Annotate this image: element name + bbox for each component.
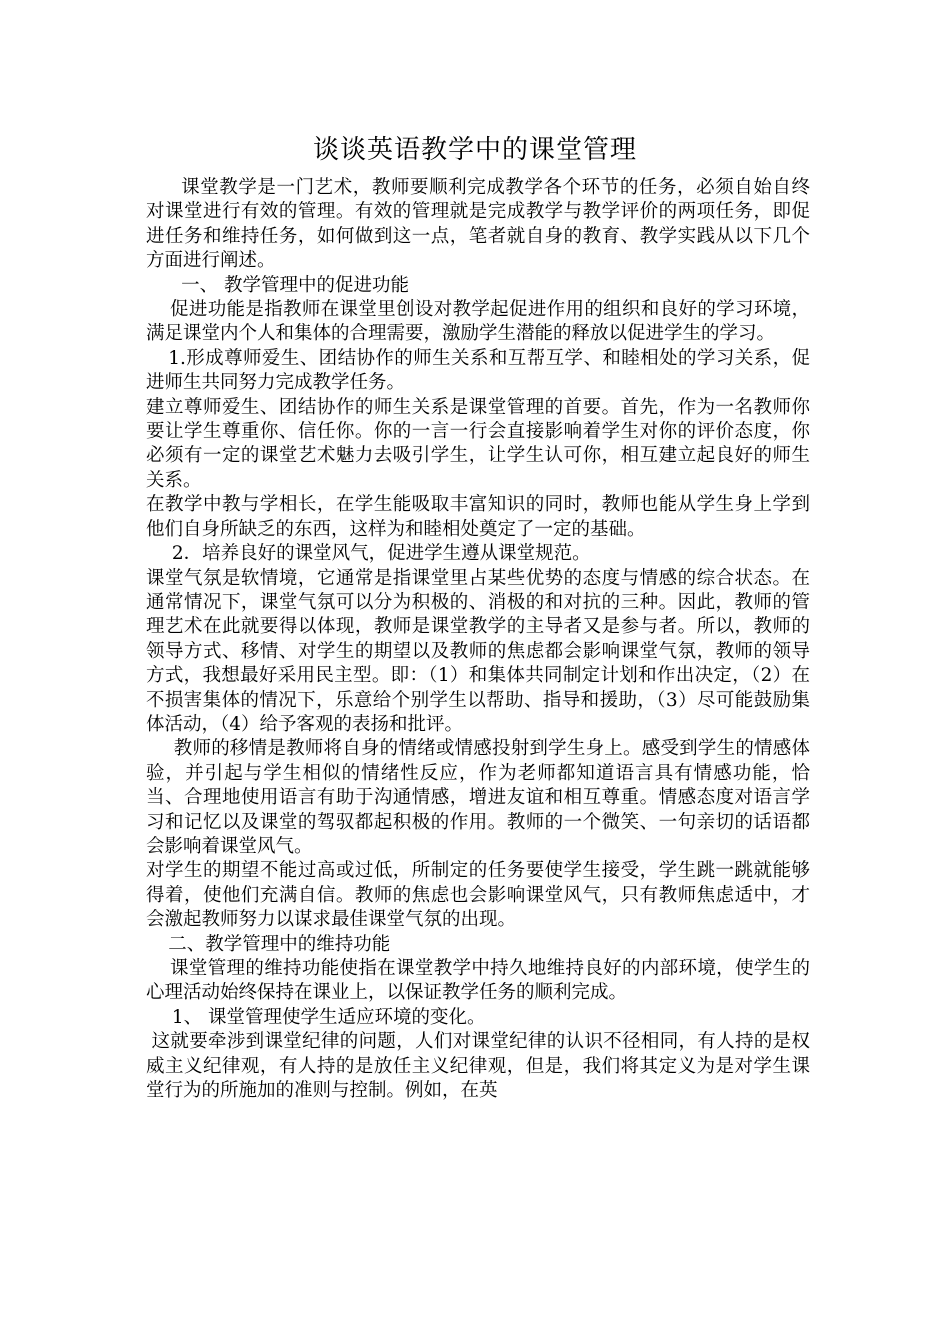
paragraph: 建立尊师爱生、团结协作的师生关系是课堂管理的首要。首先，作为一名教师你要让学生尊重你、信任你。你的一言一行会直接影响着学生对你的评价态度，你必须有一定的课堂艺术魅力去吸引学生，让学生认可你，相互建立起良好的师生关系。 bbox=[146, 396, 810, 491]
paragraph: 这就要牵涉到课堂纪律的问题，人们对课堂纪律的认识不径相同，有人持的是权威主义纪律观，有人持的是放任主义纪律观，但是，我们将其定义为是对学生课堂行为的所施加的准则与控制。例如，在英 bbox=[146, 1031, 810, 1102]
intro-paragraph: 课堂教学是一门艺术，教师要顺利完成教学各个环节的任务，必须自始自终对课堂进行有效的管理。有效的管理就是完成教学与教学评价的两项任务，即促进任务和维持任务，如何做到这一点，笔者就自身的教育、教学实践从以下几个方面进行阐述。 bbox=[146, 177, 810, 272]
paragraph: 促进功能是指教师在课堂里创设对教学起促进作用的组织和良好的学习环境，满足课堂内个人和集体的合理需要，激励学生潜能的释放以促进学生的学习。 bbox=[146, 299, 810, 345]
subheading-1-1: 1.形成尊师爱生、团结协作的师生关系和互帮互学、和睦相处的学习关系，促进师生共同努力完成教学任务。 bbox=[146, 347, 810, 394]
paragraph: 课堂气氛是软情境，它通常是指课堂里占某些优势的态度与情感的综合状态。在通常情况下，课堂气氛可以分为积极的、消极的和对抗的三种。因此，教师的管理艺术在此就要得以体现，教师是课堂教学的主导者又是参与者。所以，教师的领导方式、移情、对学生的期望以及教师的焦虑都会影响课堂气氛，教师的领导方式，我想最好采用民主型。即：（1）和集体共同制定计划和作出决定，（2）在不损害集体的情况下，乐意给个别学生以帮助、指导和援助，（3）尽可能鼓励集体活动，（4）给予客观的表扬和批评。 bbox=[146, 567, 810, 735]
document-title: 谈谈英语教学中的课堂管理 bbox=[312, 135, 637, 165]
paragraph: 在教学中教与学相长，在学生能吸取丰富知识的同时，教师也能从学生身上学到他们自身所缺乏的东西，这样为和睦相处奠定了一定的基础。 bbox=[146, 494, 810, 540]
document-body bbox=[146, 176, 810, 1103]
subheading-1-2: 2．培养良好的课堂风气，促进学生遵从课堂规范。 bbox=[171, 543, 591, 565]
subheading-2-1: 1、 课堂管理使学生适应环境的变化。 bbox=[171, 1006, 486, 1028]
section-heading-2: 二、教学管理中的维持功能 bbox=[168, 933, 391, 955]
section-heading-1: 一、 教学管理中的促进功能 bbox=[181, 274, 410, 296]
paragraph: 对学生的期望不能过高或过低，所制定的任务要使学生接受，学生跳一跳就能够得着，使他们充满自信。教师的焦虑也会影响课堂风气，只有教师焦虑适中，才会激起教师努力以谋求最佳课堂气氛的出现。 bbox=[146, 860, 810, 931]
paragraph: 课堂管理的维持功能使指在课堂教学中持久地维持良好的内部环境，使学生的心理活动始终保持在课业上，以保证教学任务的顺利完成。 bbox=[146, 958, 810, 1004]
paragraph: 教师的移情是教师将自身的情绪或情感投射到学生身上。感受到学生的情感体验，并引起与学生相似的情绪性反应，作为老师都知道语言具有情感功能，恰当、合理地使用语言有助于沟通情感，增进友谊和相互尊重。情感态度对语言学习和记忆以及课堂的驾驭都起积极的作用。教师的一个微笑、一句亲切的话语都会影响着课堂风气。 bbox=[146, 738, 810, 857]
